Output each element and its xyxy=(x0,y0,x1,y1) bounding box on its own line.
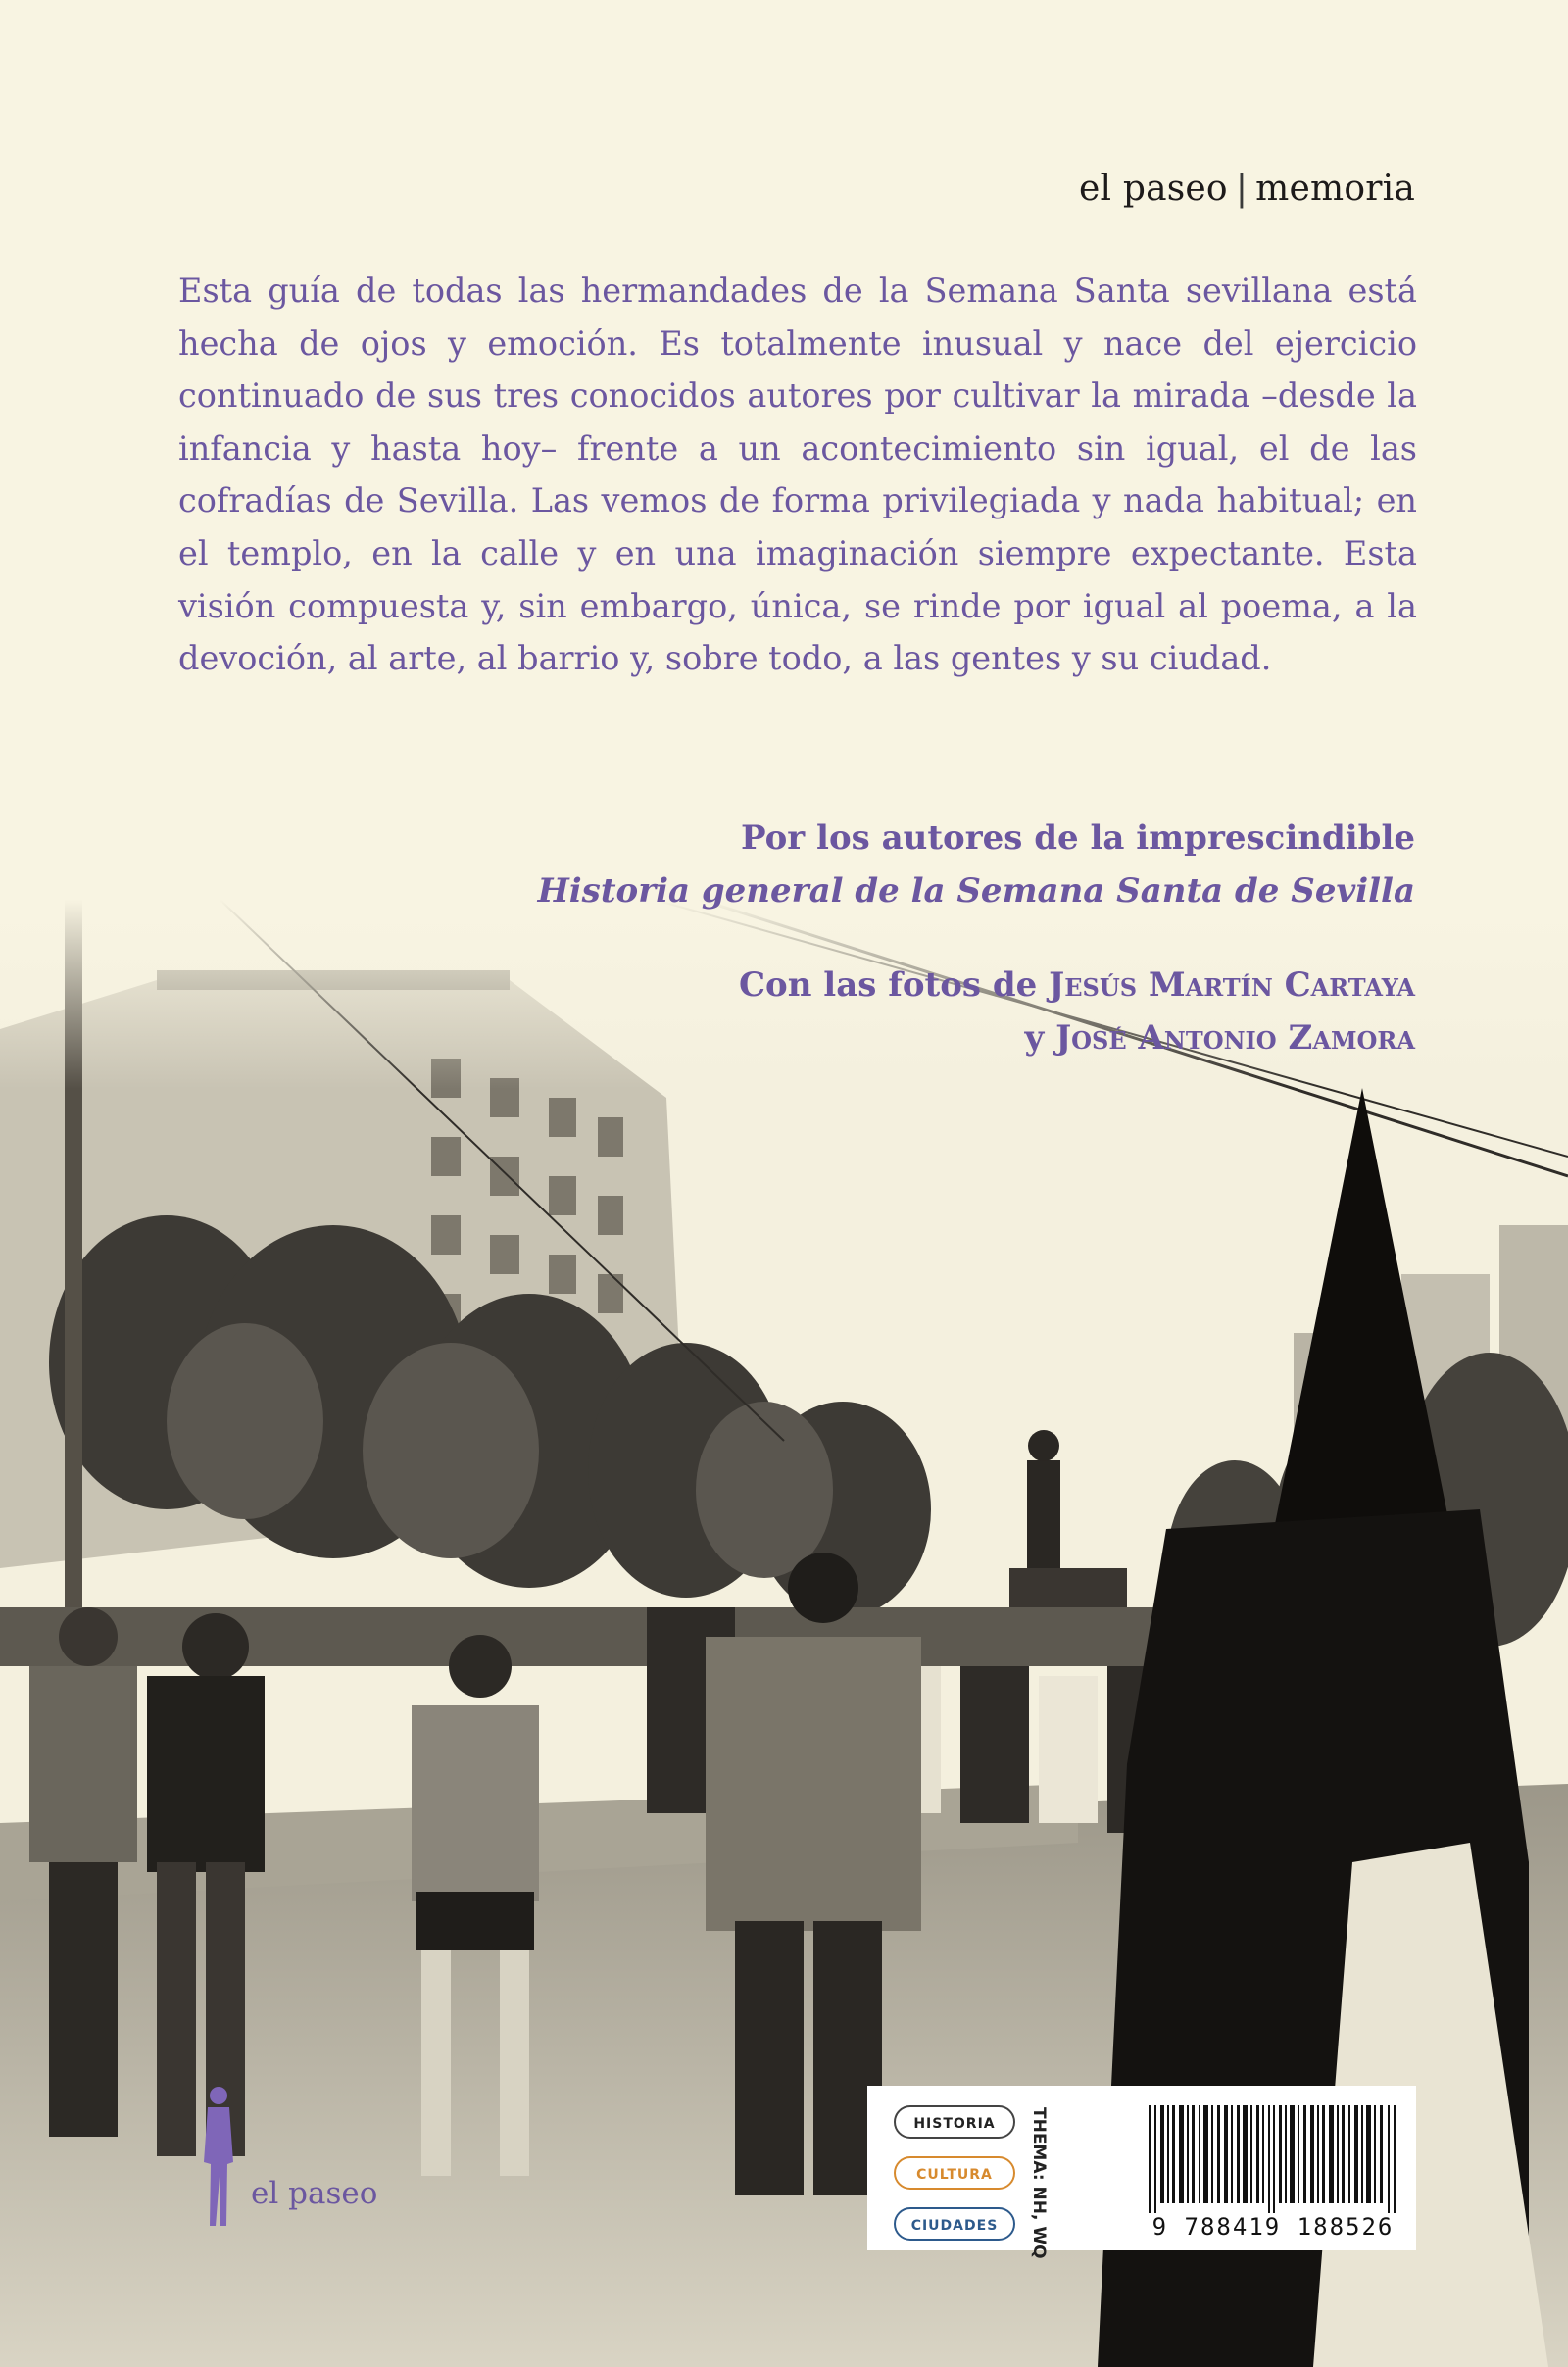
photos-prefix: Con las fotos de xyxy=(739,965,1050,1005)
publisher-name: el paseo xyxy=(1078,169,1228,209)
tag-ciudades: CIUDADES xyxy=(894,2207,1015,2241)
photographer-1: Jesús Martín Cartaya xyxy=(1049,965,1415,1005)
series-header xyxy=(1079,169,1415,209)
photos-join: y xyxy=(1024,1018,1056,1058)
authors-line: Por los autores de la imprescindible xyxy=(740,818,1415,858)
book-title-reference: Historia general de la Semana Santa de Sevilla xyxy=(537,871,1415,911)
photographer-2: José Antonio Zamora xyxy=(1055,1018,1415,1058)
separator: | xyxy=(1235,169,1249,209)
silhouette-figure-icon xyxy=(194,2084,243,2231)
isbn-number: 9 788419 188526 xyxy=(1152,2213,1395,2241)
thema-code: THEMA: NH, WQ xyxy=(1029,2107,1049,2259)
tag-historia: HISTORIA xyxy=(894,2105,1015,2139)
barcode-icon xyxy=(1149,2105,1397,2213)
tag-cultura: CULTURA xyxy=(894,2156,1015,2190)
blurb-text: Esta guía de todas las hermandades de la Semana Santa sevillana está hecha de ojos y emoción. Es totalmente inusual y nace del ejercicio continuado de sus tres conocidos autores por cultivar la mirada –desde la infancia y hasta hoy– frente a un acontecimiento sin igual, el de las cofradías de Sevilla. Las vemos de forma privilegiada y nada habitual; en el templo, en la calle y en una imaginación siempre expectante. Esta visión compuesta y, sin embargo, única, se rinde por igual al poema, a la devoción, al arte, al barrio y, sobre todo, a las gentes y su ciudad. xyxy=(178,271,1417,678)
photographers-credit xyxy=(239,959,1415,1064)
authors-credit xyxy=(239,812,1415,917)
collection-name: memoria xyxy=(1255,169,1415,209)
publisher-logo-text: el paseo xyxy=(251,2176,378,2211)
